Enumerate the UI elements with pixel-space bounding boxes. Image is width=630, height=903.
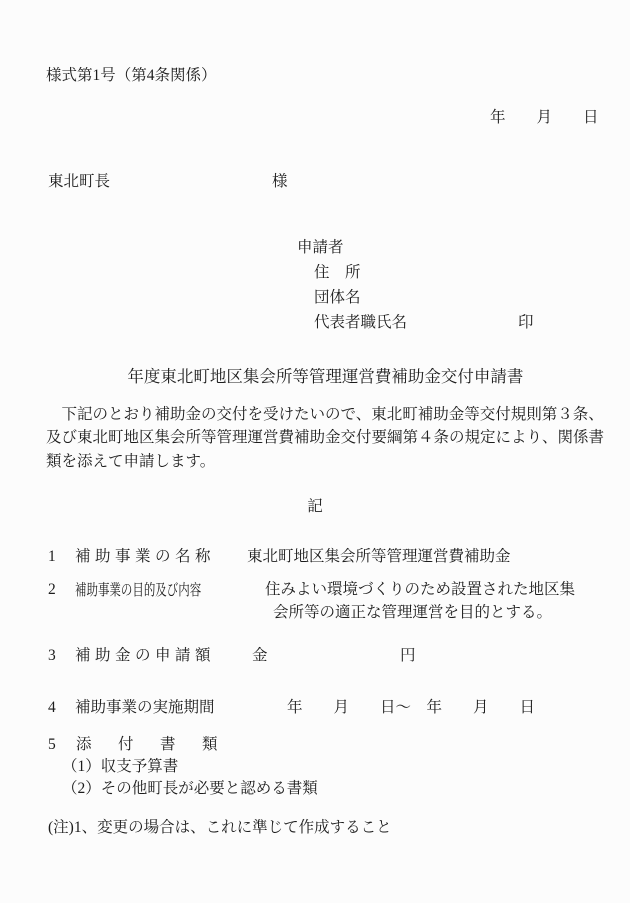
applicant-heading: 申請者 — [297, 239, 344, 256]
item-5-number: 5 — [48, 736, 56, 753]
addressee: 東北町長 — [48, 173, 111, 190]
body-line-1: 下記のとおり補助金の交付を受けたいので、東北町補助金等交付規則第３条、 — [46, 406, 604, 423]
item-4-number: 4 — [48, 699, 56, 716]
applicant-address-label: 住 所 — [314, 264, 361, 281]
item-5-label: 添 付 書 類 — [76, 736, 224, 753]
item-3-label: 補助金の申請額 — [75, 647, 216, 664]
date-placeholder-line: 年 月 日 — [490, 109, 599, 126]
addressee-honorific: 様 — [272, 173, 288, 190]
item-4-label: 補助事業の実施期間 — [75, 699, 215, 716]
document-title: 年度東北町地区集会所等管理運営費補助金交付申請書 — [106, 367, 524, 386]
item-4-value: 年 月 日～ 年 月 日 — [287, 699, 536, 716]
item-1-label: 補助事業の名称 — [75, 548, 216, 565]
seal-mark: 印 — [518, 314, 534, 331]
item-2-label: 補助事業の目的及び内容 — [75, 582, 202, 599]
item-1-value: 東北町地区集会所等管理運営費補助金 — [247, 548, 511, 565]
form-number: 様式第1号（第4条関係） — [46, 67, 217, 84]
attachment-1: （1）収支予算書 — [62, 758, 179, 775]
footnote: (注)1、変更の場合は、これに準じて作成すること — [48, 819, 392, 836]
ki-marker: 記 — [307, 498, 323, 515]
item-2-value-line-2: 会所等の適正な管理運営を目的とする。 — [273, 604, 553, 621]
item-2-value-line-1: 住みよい環境づくりのため設置された地区集 — [265, 581, 576, 598]
body-line-2: 及び東北町地区集会所等管理運営費補助金交付要綱第４条の規定により、関係書 — [46, 429, 605, 446]
applicant-group-label: 団体名 — [314, 289, 361, 306]
item-3-number: 3 — [48, 647, 56, 664]
attachment-2: （2）その他町長が必要と認める書類 — [62, 780, 318, 797]
item-1-number: 1 — [48, 548, 56, 565]
item-2-number: 2 — [48, 581, 56, 598]
body-line-3: 類を添えて申請します。 — [46, 453, 216, 470]
applicant-representative-label: 代表者職氏名 — [314, 314, 408, 331]
item-3-amount-suffix: 円 — [400, 647, 416, 664]
item-3-amount-prefix: 金 — [252, 647, 268, 664]
